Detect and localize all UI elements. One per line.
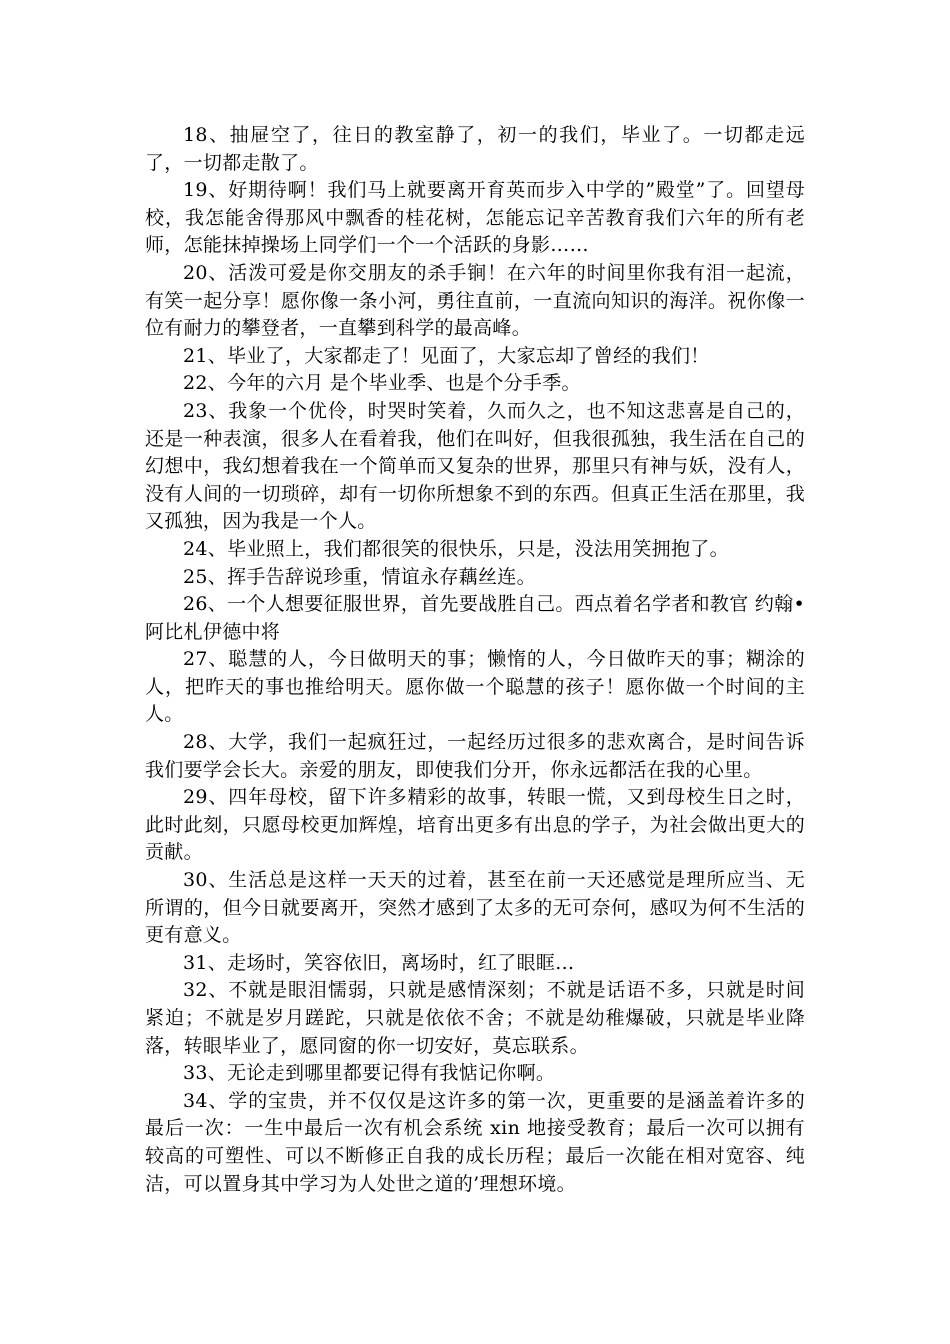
paragraph-22: 22、今年的六月 是个毕业季、也是个分手季。 bbox=[183, 372, 581, 395]
paragraph-21: 21、毕业了，大家都走了！见面了，大家忘却了曾经的我们！ bbox=[183, 344, 710, 367]
paragraph-18: 18、抽屉空了，往日的教室静了，初一的我们，毕业了。一切都走远了，一切都走散了。 bbox=[145, 124, 805, 174]
paragraph-33: 33、无论走到哪里都要记得有我惦记你啊。 bbox=[183, 1062, 556, 1085]
paragraph-28: 28、大学，我们一起疯狂过，一起经历过很多的悲欢离合，是时间告诉我们要学会长大。亲爱的朋友，即使我们分开，你永远都活在我的心里。 bbox=[145, 731, 805, 781]
paragraph-19: 19、好期待啊！我们马上就要离开育英而步入中学的”殿堂”了。回望母校，我怎能舍得那风中飘香的桂花树，怎能忘记辛苦教育我们六年的所有老师，怎能抹掉操场上同学们一个一个活跃的身影…… bbox=[145, 179, 805, 257]
document-body bbox=[145, 122, 805, 1198]
paragraph-30: 30、生活总是这样一天天的过着，甚至在前一天还感觉是理所应当、无所谓的，但今日就要离开，突然才感到了太多的无可奈何，感叹为何不生活的更有意义。 bbox=[145, 869, 805, 947]
paragraph-29: 29、四年母校，留下许多精彩的故事，转眼一慌，又到母校生日之时，此时此刻，只愿母校更加辉煌，培育出更多有出息的学子，为社会做出更大的贡献。 bbox=[145, 786, 805, 864]
paragraph-27: 27、聪慧的人，今日做明天的事；懒惰的人，今日做昨天的事；糊涂的人，把昨天的事也推给明天。愿你做一个聪慧的孩子！愿你做一个时间的主人。 bbox=[145, 648, 805, 726]
paragraph-26: 26、一个人想要征服世界，首先要战胜自己。西点着名学者和教官 约翰•阿比札伊德中将 bbox=[145, 593, 805, 643]
paragraph-34: 34、学的宝贵，并不仅仅是这许多的第一次，更重要的是涵盖着许多的最后一次：一生中最后一次有机会系统 xin 地接受教育；最后一次可以拥有较高的可塑性、可以不断修正自我的成长历程；最后一次能在相对宽容、纯洁，可以置身其中学习为人处世之道的’理想环境。 bbox=[145, 1089, 805, 1195]
paragraph-31: 31、走场时，笑容依旧，离场时，红了眼眶… bbox=[183, 951, 575, 974]
paragraph-25: 25、挥手告辞说珍重，情谊永存藕丝连。 bbox=[183, 565, 536, 588]
paragraph-23: 23、我象一个优伶，时哭时笑着，久而久之，也不知这悲喜是自己的，还是一种表演，很多人在看着我，他们在叫好，但我很孤独，我生活在自己的幻想中，我幻想着我在一个简单而又复杂的世界，那里只有神与妖，没有人，没有人间的一切琐碎，却有一切你所想象不到的东西。但真正生活在那里，我又孤独，因为我是一个人。 bbox=[145, 399, 805, 533]
paragraph-32: 32、不就是眼泪懦弱，只就是感情深刻；不就是话语不多，只就是时间紧迫；不就是岁月蹉跎，只就是依依不舍；不就是幼稚爆破，只就是毕业降落，转眼毕业了，愿同窗的你一切安好，莫忘联系。 bbox=[145, 979, 805, 1057]
paragraph-20: 20、活泼可爱是你交朋友的杀手锏！在六年的时间里你我有泪一起流，有笑一起分享！愿你像一条小河，勇往直前，一直流向知识的海洋。祝你像一位有耐力的攀登者，一直攀到科学的最高峰。 bbox=[145, 261, 805, 340]
paragraph-24: 24、毕业照上，我们都很笑的很快乐，只是，没法用笑拥抱了。 bbox=[183, 537, 729, 560]
